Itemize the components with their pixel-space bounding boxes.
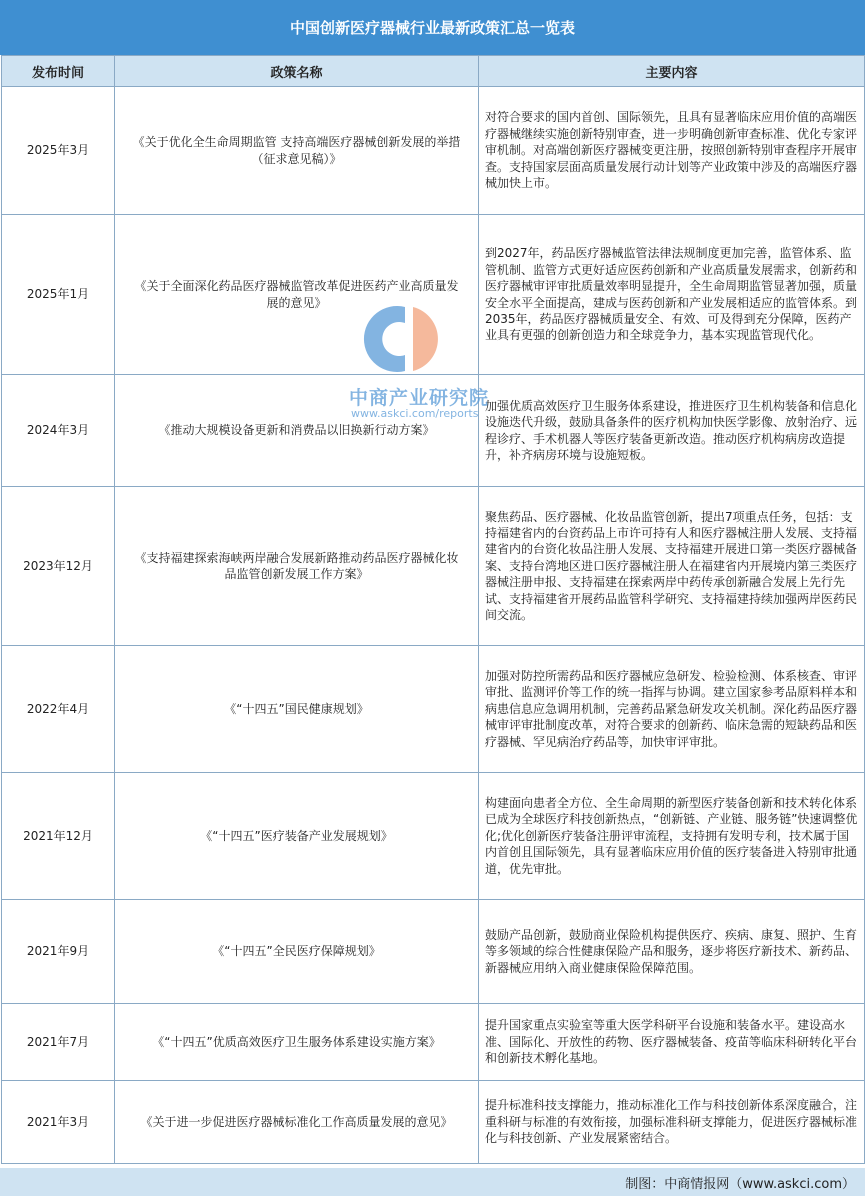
row-date: 2021年9月 [2,900,115,1004]
column-header-content: 主要内容 [479,56,865,87]
policy-table [1,55,865,1164]
column-header-date: 发布时间 [2,56,115,87]
row-date: 2025年3月 [2,87,115,215]
row-date: 2021年3月 [2,1081,115,1164]
table-row [2,215,865,375]
table-row [2,87,865,215]
row-content: 提升国家重点实验室等重大医学科研平台设施和装备水平。建设高水准、国际化、开放性的药物、医疗器械装备、疫苗等临床科研转化平台和创新技术孵化基地。 [479,1004,865,1081]
row-content: 提升标准科技支撑能力，推动标准化工作与科技创新体系深度融合，注重科研与标准的有效衔接，加强标准科研支撑能力，促进医疗器械标准化与科技创新、产业发展紧密结合。 [479,1081,865,1164]
row-content: 加强对防控所需药品和医疗器械应急研发、检验检测、体系核查、审评审批、监测评价等工作的统一指挥与协调。建立国家参考品原料样本和病患信息应急调用机制，完善药品紧急研发攻关机制。深化药品医疗器械审评审批制度改革，对符合要求的创新药、临床急需的短缺药品和医疗器械、罕见病治疗药品等，加快审评审批。 [479,646,865,773]
table-row [2,1004,865,1081]
footer-credit: 制图：中商情报网（www.askci.com） [0,1168,865,1196]
table-row [2,773,865,900]
table-row [2,900,865,1004]
row-content: 构建面向患者全方位、全生命周期的新型医疗装备创新和技术转化体系已成为全球医疗科技创新热点，“创新链、产业链、服务链”快速调整优化;优化创新医疗装备注册评审流程，支持拥有发明专利，技术属于国内首创且国际领先，具有显著临床应用价值的医疗装备进入特别审批通道，优先审批。 [479,773,865,900]
row-date: 2023年12月 [2,487,115,646]
row-policy-name: 《支持福建探索海峡两岸融合发展新路推动药品医疗器械化妆品监管创新发展工作方案》 [115,487,479,646]
row-date: 2024年3月 [2,375,115,487]
watermark-brand: 中商产业研究院 [349,387,490,409]
table-row [2,487,865,646]
row-policy-name: 《“十四五”国民健康规划》 [115,646,479,773]
column-header-name: 政策名称 [115,56,479,87]
row-date: 2021年12月 [2,773,115,900]
row-policy-name: 《关于优化全生命周期监管 支持高端医疗器械创新发展的举措（征求意见稿）》 [115,87,479,215]
row-content: 聚焦药品、医疗器械、化妆品监管创新，提出7项重点任务，包括：支持福建省内的台资药品上市许可持有人和医疗器械注册人发展、支持福建省内的台资化妆品注册人发展、支持福建开展进口第一类医疗器械备案、支持台湾地区进口医疗器械注册人在福建省内开展境内第三类医疗器械注册申报、支持福建在探索两岸中药传承创新融合发展上先行先试、支持福建省开展药品监管科学研究、支持福建持续加强两岸医药民间交流。 [479,487,865,646]
row-policy-name: 《关于进一步促进医疗器械标准化工作高质量发展的意见》 [115,1081,479,1164]
row-policy-name: 《“十四五”医疗装备产业发展规划》 [115,773,479,900]
row-policy-name: 《“十四五”全民医疗保障规划》 [115,900,479,1004]
table-row [2,1081,865,1164]
table-row [2,646,865,773]
row-date: 2021年7月 [2,1004,115,1081]
row-policy-name: 《推动大规模设备更新和消费品以旧换新行动方案》 [115,375,479,487]
row-date: 2022年4月 [2,646,115,773]
table-header-row [2,56,865,87]
row-content: 加强优质高效医疗卫生服务体系建设，推进医疗卫生机构装备和信息化设施迭代升级，鼓励具备条件的医疗机构加快医学影像、放射治疗、远程诊疗、手术机器人等医疗装备更新改造。推动医疗机构病房改造提升，补齐病房环境与设施短板。 [479,375,865,487]
watermark-url: www.askci.com/reports [351,407,479,420]
row-content: 对符合要求的国内首创、国际领先，且具有显著临床应用价值的高端医疗器械继续实施创新特别审查，进一步明确创新审查标准、优化专家评审机制。对高端创新医疗器械变更注册，按照创新特别审查程序开展审查。支持国家层面高质量发展行动计划等产业政策中涉及的高端医疗器械加快上市。 [479,87,865,215]
row-content: 鼓励产品创新，鼓励商业保险机构提供医疗、疾病、康复、照护、生育等多领域的综合性健康保险产品和服务，逐步将医疗新技术、新药品、新器械应用纳入商业健康保险保障范围。 [479,900,865,1004]
table-row [2,375,865,487]
row-date: 2025年1月 [2,215,115,375]
row-policy-name: 《关于全面深化药品医疗器械监管改革促进医药产业高质量发展的意见》 [115,215,479,375]
page-title: 中国创新医疗器械行业最新政策汇总一览表 [0,0,865,55]
row-policy-name: 《“十四五”优质高效医疗卫生服务体系建设实施方案》 [115,1004,479,1081]
row-content: 到2027年，药品医疗器械监管法律法规制度更加完善，监管体系、监管机制、监管方式更好适应医药创新和产业高质量发展需求，创新药和医疗器械审评审批质量效率明显提升，全生命周期监管显著加强，质量安全水平全面提高，建成与医药创新和产业发展相适应的监管体系。到2035年，药品医疗器械质量安全、有效、可及得到充分保障，医药产业具有更强的创新创造力和全球竞争力，基本实现监管现代化。 [479,215,865,375]
